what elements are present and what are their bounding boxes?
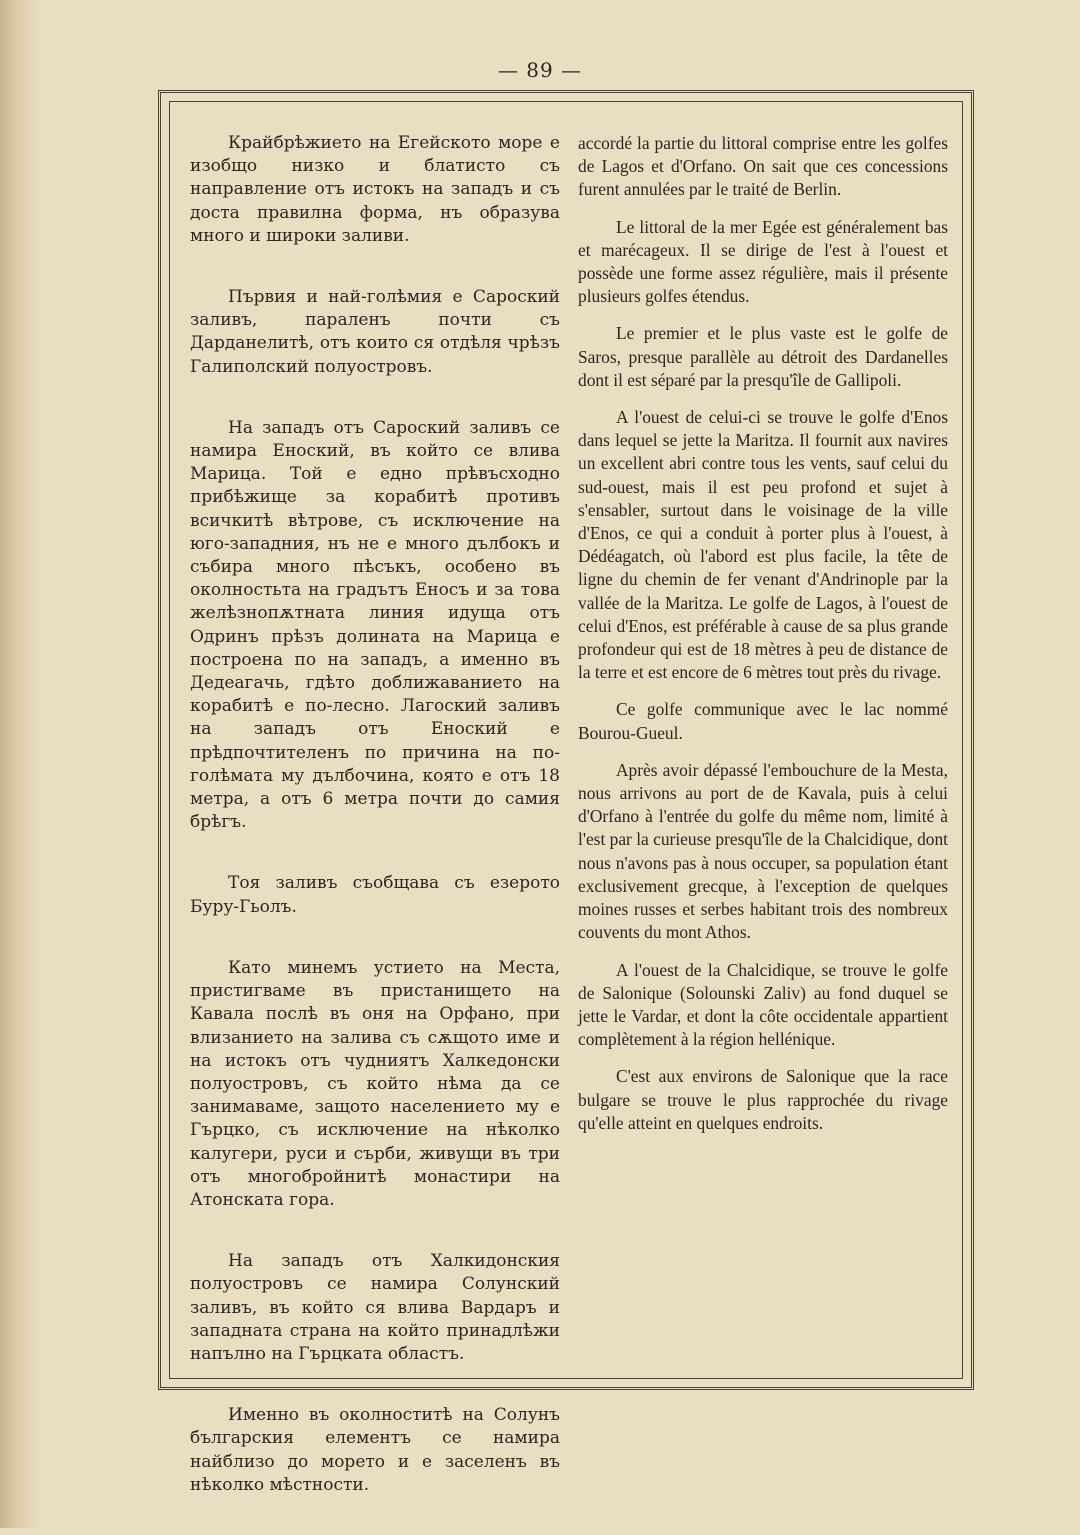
bulgarian-paragraph: На западъ отъ Сароский заливъ се намира Еноский, въ който се влива Марица. Той е едно прѣвъсходно прибѣжище за корабитѣ противъ всичкитѣ вѣтрове, съ исключение на юго-западния, нъ не е много дълбокъ и събира много пѣсъкъ, особено въ околностьта на градътъ Еносъ и за това желѣзнопѫтната линия идуща отъ Одринъ прѣзъ долината на Марица е построена по на западъ, а именно въ Дедеагачь, гдѣто доближаванието на корабитѣ е по-лесно. Лагоский заливъ на западъ отъ Еноский е прѣдпочтителенъ по причина на по-голѣмата му дълбочина, която е отъ 18 метра, а отъ 6 метра почти до самия брѣгъ. — [190, 417, 560, 833]
page-number: — 89 — — [497, 58, 583, 82]
bulgarian-paragraph: Първия и най-голѣмия е Сароский заливъ, параленъ почти съ Дарданелитѣ, отъ които ся отдѣля чрѣзъ Галиполский полуостровъ. — [190, 287, 560, 377]
french-paragraph: Après avoir dépassé l'embouchure de la Mesta, nous arrivons au port de de Kavala, puis à celui d'Orfano à l'entrée du golfe du même nom, limité à l'est par la curieuse presqu'île de la Chalcidique, dont nous n'avons pas à nous occuper, sa population étant exclusivement grecque, à l'exception de quelques moines russes et serbes habitant trois des nombreux couvents du mont Athos. — [578, 759, 948, 943]
bulgarian-column — [190, 132, 560, 1535]
bulgarian-paragraph: Крайбрѣжието на Егейското море е изобщо низко и блатисто съ направление отъ истокъ на западъ и съ доста правилна форма, нъ образува много и широки заливи. — [190, 133, 560, 246]
french-paragraph: C'est aux environs de Salonique que la race bulgare se trouve le plus rapprochée du rivage qu'elle atteint en quelques endroits. — [578, 1066, 948, 1133]
bulgarian-paragraph: Като минемъ устието на Места, пристигваме въ пристанището на Кавала послѣ въ оня на Орфано, при влизанието на залива съ сѫщото име и на истокъ отъ чудниятъ Халкедонски полуостровъ, съ който нѣма да се занимаваме, защото населението му е Гърцко, съ исключение на нѣколко калугери, руси и сърби, живущи въ три отъ многобройнитѣ монастири на Атонската гора. — [190, 957, 560, 1210]
french-paragraph: A l'ouest de la Chalcidique, se trouve le golfe de Salonique (Solounski Zaliv) au fond duquel se jette le Vardar, et dont la côte occidentale appartient complètement à la région hellénique. — [578, 959, 948, 1050]
french-paragraph: Le littoral de la mer Egée est généralement bas et marécageux. Il se dirige de l'est à l'ouest et possède une forme assez régulière, mais il présente plusieurs golfes étendus. — [578, 216, 948, 307]
french-paragraph: Le premier et le plus vaste est le golfe de Saros, presque parallèle au détroit des Dardanelles dont il est séparé par la presqu'île de Gallipoli. — [578, 323, 948, 390]
french-paragraph: A l'ouest de celui-ci se trouve le golfe d'Enos dans lequel se jette la Maritza. Il fournit aux navires un excellent abri contre tous les vents, sauf celui du sud-ouest, mais il est peu profond et sujet à s'ensabler, surtout dans le voisinage de la ville d'Enos, ce qui a conduit à porter plus à l'ouest, à Dédéagatch, où l'abord est plus facile, la tête de ligne du chemin de fer venant d'Andrinople par la vallée de la Maritza. Le golfe de Lagos, à l'ouest de celui d'Enos, est préférable à cause de sa plus grande profondeur qui est de 18 mètres à peu de distance de la terre et est encore de 6 mètres tout près du rivage. — [578, 407, 948, 683]
bulgarian-paragraph: На западъ отъ Халкидонския полуостровъ се намира Солунский заливъ, въ който ся влива Вардаръ и западната страна на който принадлѣжи напълно на Гърцката областъ. — [190, 1251, 560, 1364]
french-paragraph: Ce golfe communique avec le lac nommé Bourou-Gueul. — [578, 699, 948, 743]
french-paragraph: accordé la partie du littoral comprise entre les golfes de Lagos et d'Orfano. On sait que ces concessions furent annulées par le traité de Berlin. — [578, 133, 948, 200]
bulgarian-paragraph: Именно въ околноститѣ на Солунъ българския елементъ се намира найблизо до морето и е заселенъ въ нѣколко мѣстности. — [190, 1405, 560, 1495]
french-column — [578, 132, 948, 1149]
book-spine-shadow — [0, 0, 40, 1528]
bulgarian-paragraph: Тоя заливъ съобщава съ езерото Буру-Гьолъ. — [190, 873, 560, 917]
